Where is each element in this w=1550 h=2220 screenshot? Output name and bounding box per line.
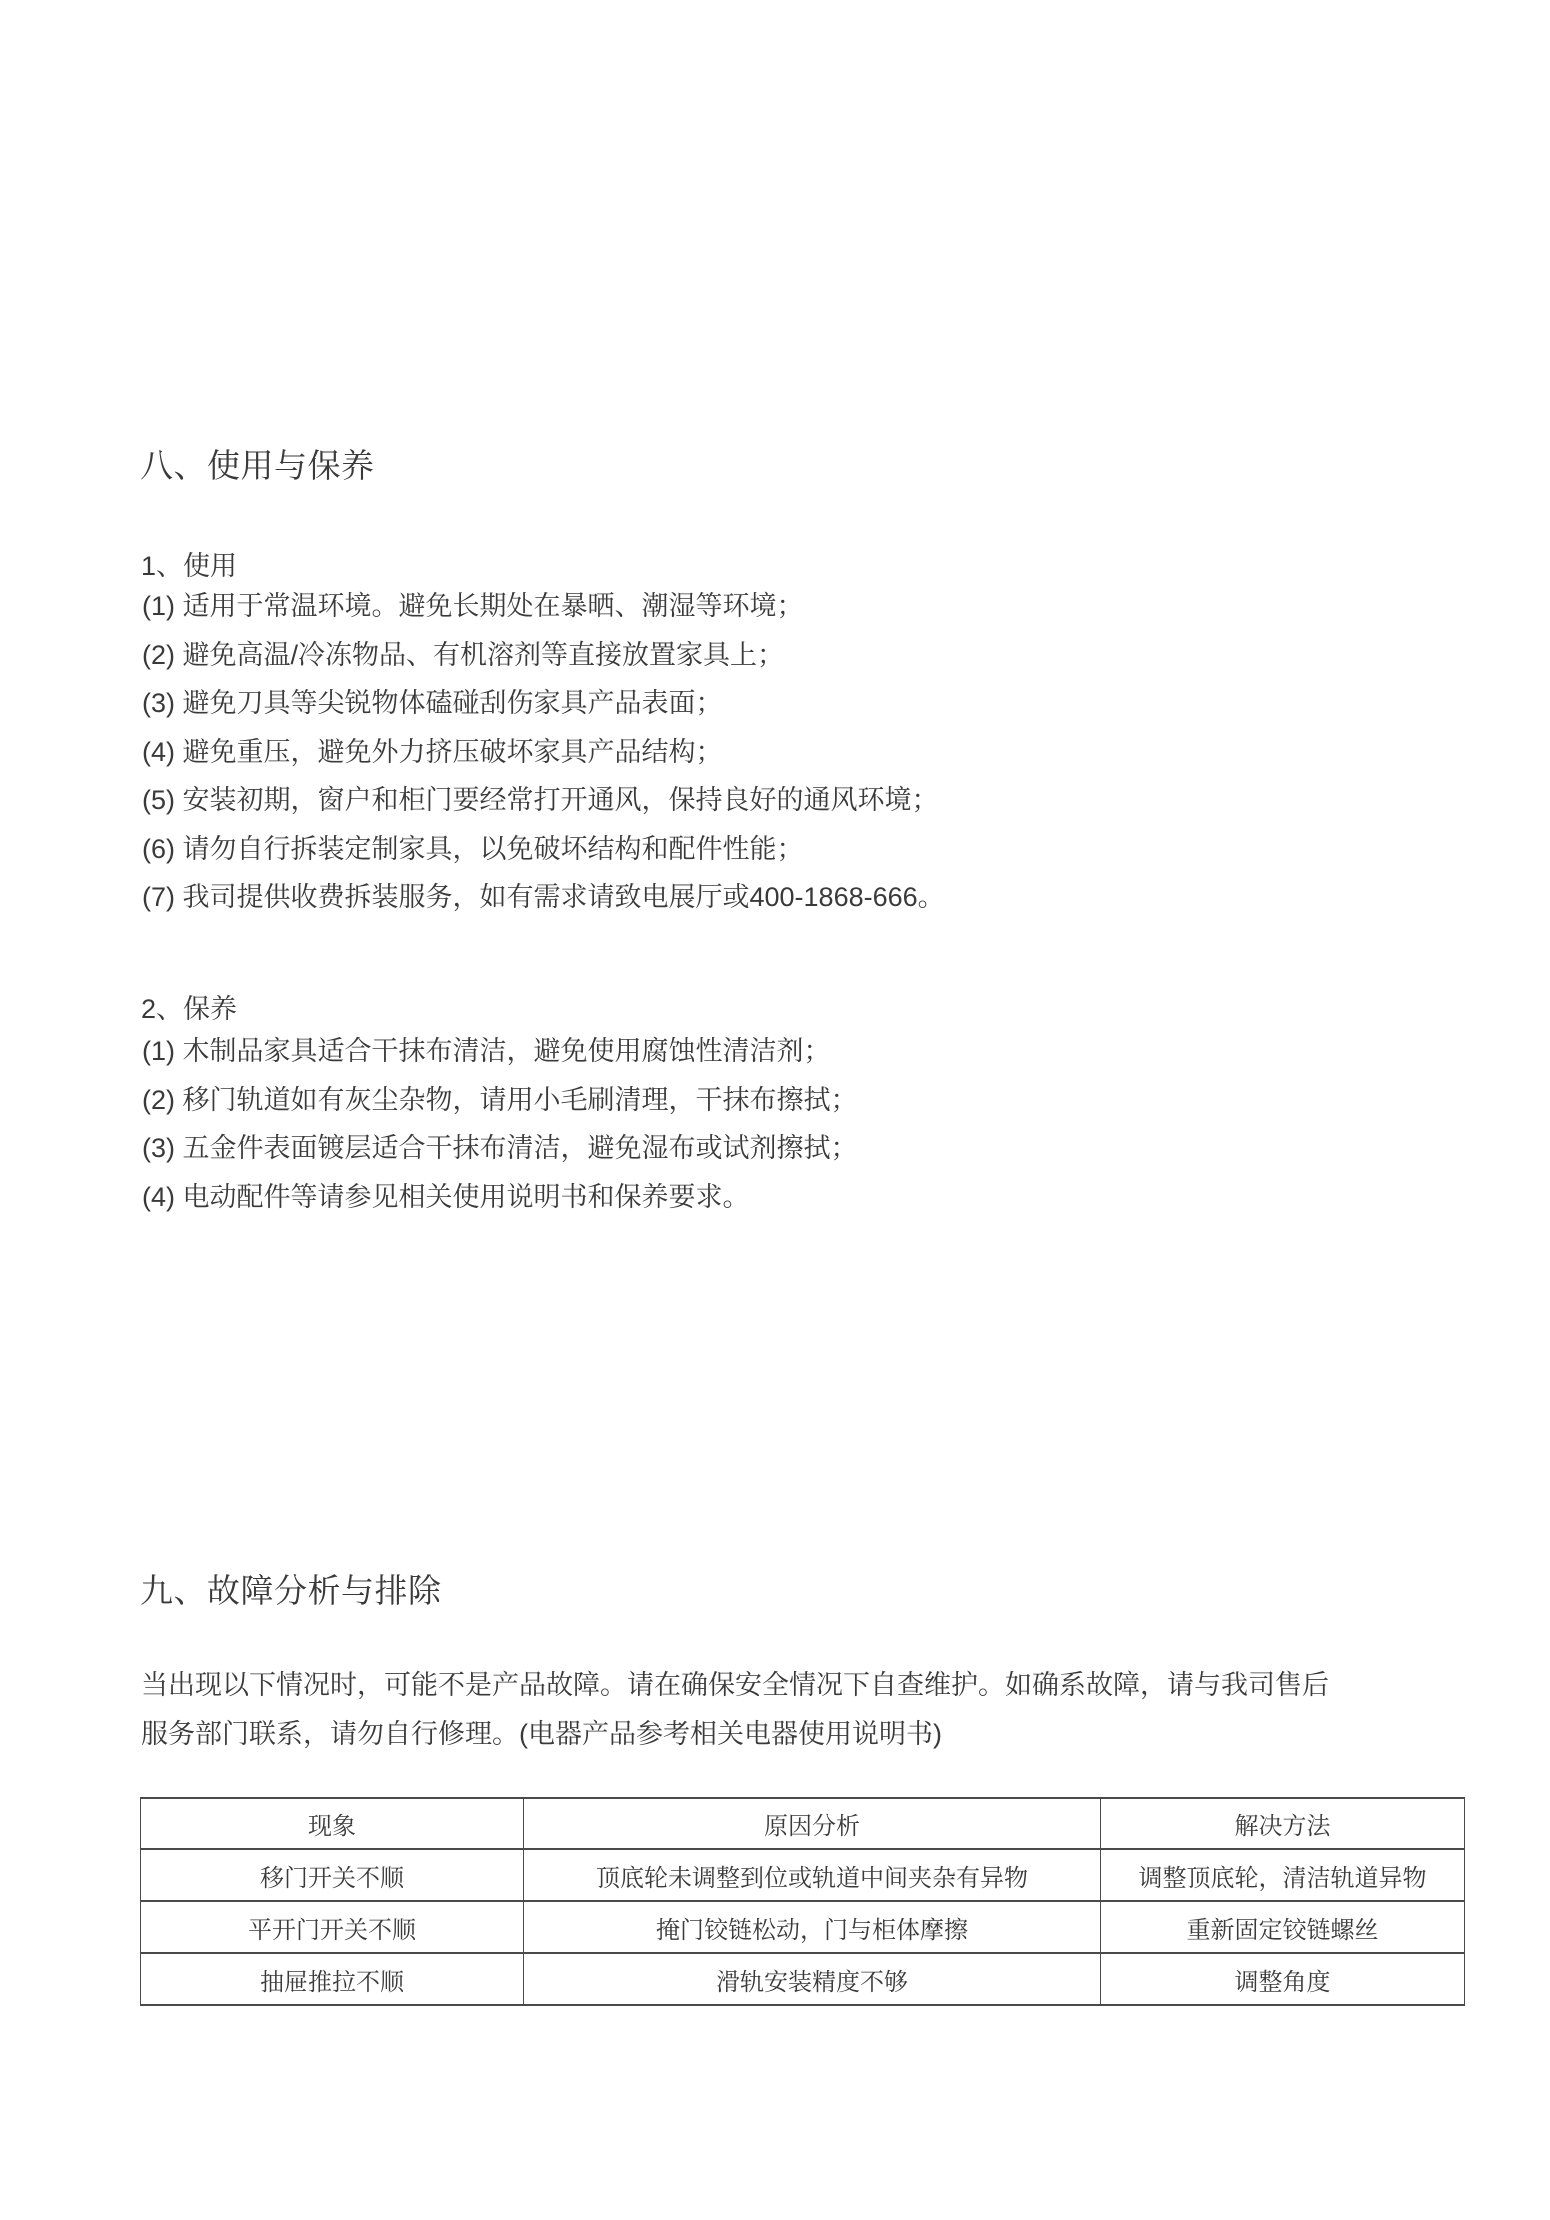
table-cell-phenomenon: 抽屉推拉不顺 <box>141 1953 524 2005</box>
table-cell-cause: 滑轨安装精度不够 <box>524 1953 1101 2005</box>
usage-list <box>142 582 945 922</box>
usage-item: (2) 避免高温/冷冻物品、有机溶剂等直接放置家具上； <box>142 639 785 670</box>
table-cell-phenomenon: 移门开关不顺 <box>141 1849 524 1901</box>
table-cell-solution: 调整角度 <box>1101 1953 1465 2005</box>
care-item: (1) 木制品家具适合干抹布清洁，避免使用腐蚀性清洁剂； <box>142 1036 831 1066</box>
usage-item: (7) 我司提供收费拆装服务，如有需求请致电展厅或400-1868-666。 <box>142 882 945 912</box>
fault-intro-line: 服务部门联系，请勿自行修理。(电器产品参考相关电器使用说明书) <box>141 1718 942 1749</box>
table-cell-cause: 掩门铰链松动，门与柜体摩擦 <box>524 1901 1101 1953</box>
fault-intro-line: 当出现以下情况时，可能不是产品故障。请在确保安全情况下自查维护。如确系故障，请与我司售后 <box>141 1670 1329 1700</box>
fault-table <box>140 1797 1465 2006</box>
table-row <box>141 1849 1465 1901</box>
fault-table-header-phenomenon: 现象 <box>141 1798 524 1849</box>
table-row <box>141 1901 1465 1953</box>
table-cell-solution: 调整顶底轮，清洁轨道异物 <box>1101 1849 1465 1901</box>
usage-item: (1) 适用于常温环境。避免长期处在暴晒、潮湿等环境； <box>142 591 804 621</box>
section-title-fault-analysis: 九、故障分析与排除 <box>140 1572 442 1609</box>
care-item: (3) 五金件表面镀层适合干抹布清洁，避免湿布或试剂擦拭； <box>142 1133 858 1163</box>
section-title-use-and-care: 八、使用与保养 <box>140 447 375 484</box>
table-cell-phenomenon: 平开门开关不顺 <box>141 1901 524 1953</box>
fault-table-header-row <box>141 1798 1465 1849</box>
usage-item: (3) 避免刀具等尖锐物体磕碰刮伤家具产品表面； <box>142 688 723 718</box>
usage-subtitle: 1、使用 <box>141 551 238 581</box>
table-cell-solution: 重新固定铰链螺丝 <box>1101 1901 1465 1953</box>
usage-item: (5) 安装初期，窗户和柜门要经常打开通风，保持良好的通风环境； <box>142 785 939 815</box>
fault-intro-paragraph <box>141 1661 1329 1758</box>
table-cell-cause: 顶底轮未调整到位或轨道中间夹杂有异物 <box>524 1849 1101 1901</box>
table-row <box>141 1953 1465 2005</box>
care-subtitle: 2、保养 <box>141 994 238 1024</box>
fault-table-header-cause: 原因分析 <box>524 1798 1101 1849</box>
care-item: (2) 移门轨道如有灰尘杂物，请用小毛刷清理，干抹布擦拭； <box>142 1084 858 1115</box>
usage-item: (6) 请勿自行拆装定制家具，以免破坏结构和配件性能； <box>142 833 804 864</box>
care-list <box>142 1027 858 1221</box>
fault-table-header-solution: 解决方法 <box>1101 1798 1465 1849</box>
care-item: (4) 电动配件等请参见相关使用说明书和保养要求。 <box>142 1181 750 1212</box>
usage-item: (4) 避免重压，避免外力挤压破坏家具产品结构； <box>142 736 723 767</box>
